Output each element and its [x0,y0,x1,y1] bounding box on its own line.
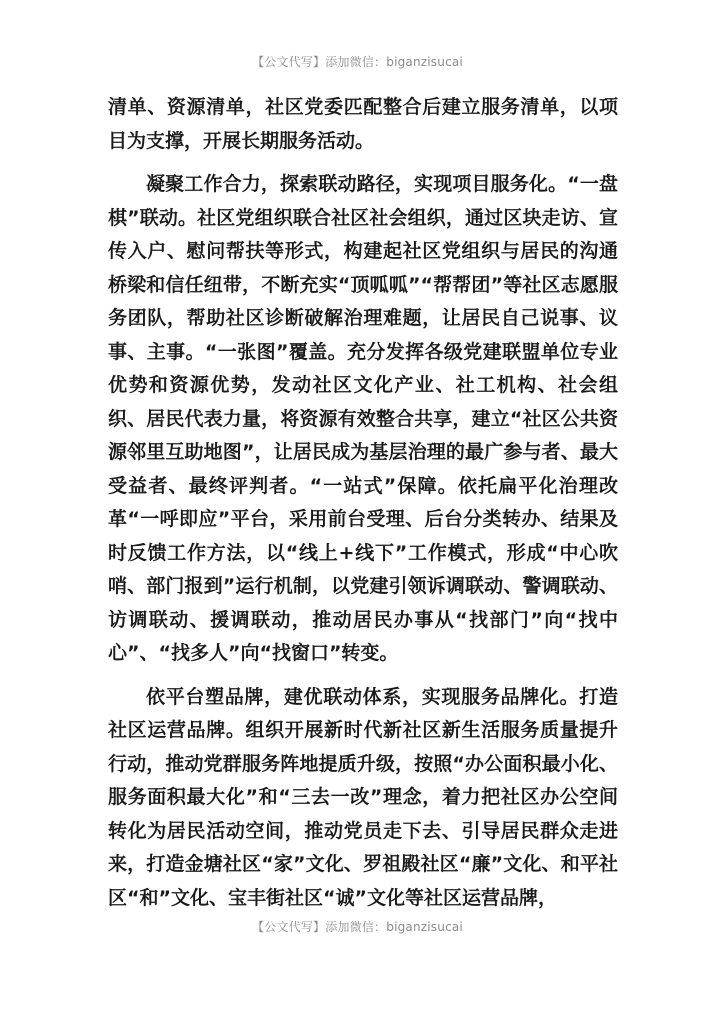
footer-watermark: 【公文代写】添加微信：biganzisucai [252,920,463,934]
document-body [108,91,618,925]
header-watermark: 【公文代写】添加微信：biganzisucai [252,55,463,69]
paragraph-branding: 依平台塑品牌，建优联动体系，实现服务品牌化。打造社区运营品牌。组织开展新时代新社区新生活服务质量提升行动，推动党群服务阵地提质升级，按照“办公面积最小化、服务面积最大化”和“三去一改”理念，着力把社区办公空间转化为居民活动空间，推动党员走下去、引导居民群众走进来，打造金塘社区“家”文化、罗祖殿社区“廉”文化、和平社区“和”文化、宝丰街社区“诚”文化等社区运营品牌， [108,685,618,909]
paragraph-linkage: 凝聚工作合力，探索联动路径，实现项目服务化。“一盘棋”联动。社区党组织联合社区社会组织，通过区块走访、宣传入户、慰问帮扶等形式，构建起社区党组织与居民的沟通桥梁和信任纽带，不断充实“顶呱呱”“帮帮团”等社区志愿服务团队，帮助社区诊断破解治理难题，让居民自己说事、议事、主事。“一张图”覆盖。充分发挥各级党建联盟单位专业优势和资源优势，发动社区文化产业、社工机构、社会组织、居民代表力量，将资源有效整合共享，建立“社区公共资源邻里互助地图”，让居民成为基层治理的最广参与者、最大受益者、最终评判者。“一站式”保障。依托扁平化治理改革“一呼即应”平台，采用前台受理、后台分类转办、结果及时反馈工作方法，以“线上+线下”工作模式，形成“中心吹哨、部门报到”运行机制，以党建引领诉调联动、警调联动、访调联动、援调联动，推动居民办事从“找部门”向“找中心”、“找多人”向“找窗口”转变。 [108,173,618,664]
paragraph-continuation: 清单、资源清单，社区党委匹配整合后建立服务清单，以项目为支撑，开展长期服务活动。 [108,96,618,152]
